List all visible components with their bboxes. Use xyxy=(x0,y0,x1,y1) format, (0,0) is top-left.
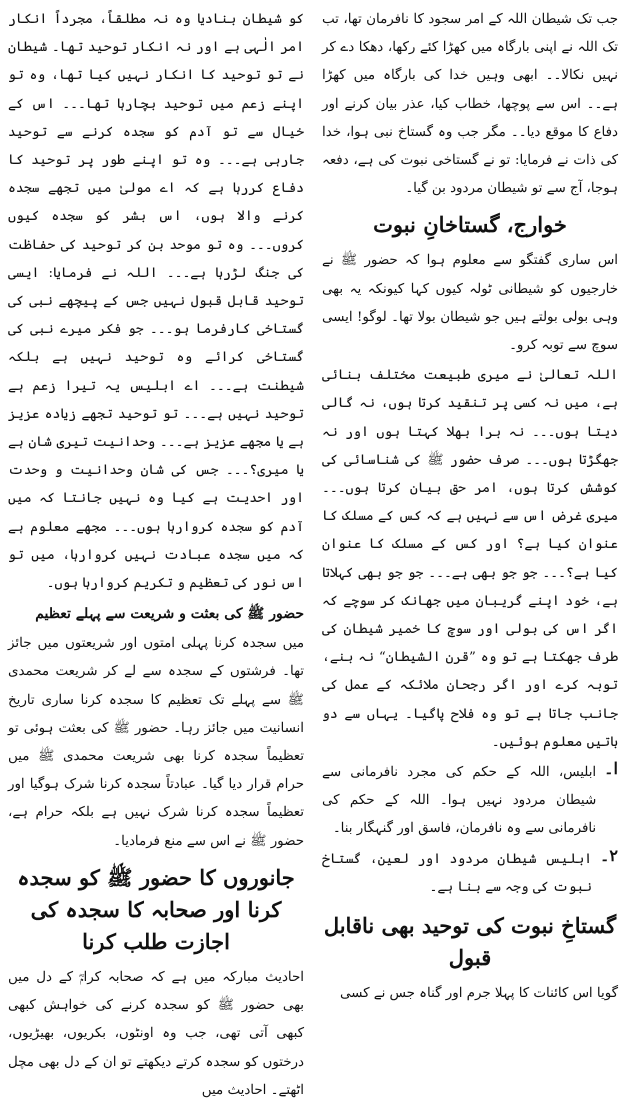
left-column xyxy=(8,6,304,1107)
list-number-1: ا۔ xyxy=(604,759,618,779)
heading-khawarij: خوارج، گستاخانِ نبوت xyxy=(373,212,567,238)
right-paragraph-1: جب تک شیطان اللہ کے امر سجود کا نافرمان تھا، تب تک اللہ نے اپنی بارگاہ میں کھڑا کئے رکھا، دھکا دے کر نہیں نکالا۔۔ ابھی وہیں خدا کی بارگاہ میں کھڑا ہے۔۔ اس سے پوچھا، خطاب کیا، عذر بیان کرنے اور دفاع کا موقع دیا۔۔ مگر جب وہ گستاخ نبی ہوا، خدا کی ذات نے فرمایا: تو نے گستاخی نبوت کی ہے، دفعہ ہوجا، آج سے تو شیطان مردود بن گیا۔ xyxy=(322,12,618,197)
heading-animals-sajda: جانوروں کا حضور ﷺ کو سجدہ کرنا اور صحابہ کا سجدہ کی اجازت طلب کرنا xyxy=(17,864,295,954)
right-paragraph-2: اس ساری گفتگو سے معلوم ہوا کہ حضور ﷺ نے خارجیوں کو شیطانی ٹولہ کیوں کہا کیونکہ یہ بھی وہی بولی بولتے ہیں جو شیطان بولا تھا۔ لوگو! ایسی سوچ سے توبہ کرو۔ xyxy=(322,253,618,354)
list-item-2 xyxy=(322,846,618,904)
list-item-1 xyxy=(322,759,618,846)
heading-tazeem-before-bisat: حضور ﷺ کی بعثت و شریعت سے پہلے تعظیم xyxy=(35,606,304,623)
right-paragraph-4: گویا اس کائنات کا پہلا جرم اور گناہ جس نے کسی xyxy=(339,986,618,1002)
right-paragraph-3: اللہ تعالیٰ نے میری طبیعت مختلف بنائی ہے، میں نہ کسی پر تنقید کرتا ہوں، نہ گالی دیتا ہوں۔۔۔ نہ برا بھلا کہتا ہوں اور نہ جھگڑتا ہوں۔۔۔ صرف حضور ﷺ کی شناسائی کی کوشش کرتا ہوں، امر حق بیان کرتا ہوں۔۔۔ میری غرض اس سے نہیں ہے کہ کس کے مسلک کا عنوان کیا ہے؟ اور کس کے مسلک کا عنوان کیا ہے؟۔۔۔ جو جو بھی ہے۔۔۔ جو جو بھی کہلاتا ہے، خود اپنے گریبان میں جھانک کر سوچے کہ اگر اس کی بولی اور سوچ کا خمیر شیطان کی طرف جھکتا ہے تو وہ ”قرن الشیطان“ نہ بنے، توبہ کرے اور اگر رجحان ملائکہ کے عمل کی جانب جاتا ہے تو وہ فلاح پاگیا۔ یہاں سے دو باتیں معلوم ہوئیں۔ xyxy=(322,368,618,750)
list-text-1: ابلیس، اللہ کے حکم کی مجرد نافرمانی سے شیطان مردود نہیں ہوا۔ اللہ کے حکم کی نافرمانی سے وہ نافرمان، فاسق اور گنہگار بنا۔ xyxy=(322,765,597,837)
left-paragraph-1: کو شیطان بنادیا وہ نہ مطلقاً، مجرداً انکار امر الٰہی ہے اور نہ انکار توحید تھا۔ شیطان نے تو توحید کا انکار نہیں کیا تھا، وہ تو اپنے زعم میں توحید بچارہا تھا۔۔۔ اس کے خیال سے تو آدم کو سجدہ کرنے سے توحید جارہی ہے۔۔۔ وہ تو اپنے طور پر توحید کا دفاع کررہا ہے کہ اے مولیٰ میں تجھے سجدہ کرنے والا ہوں، اس بشر کو سجدہ کیوں کروں۔۔۔ وہ تو موحد بن کر توحید کی حفاظت کی جنگ لڑرہا ہے۔۔۔ اللہ نے فرمایا: ایسی توحید قابل قبول نہیں جس کے پیچھے نبی کی گستاخی کارفرما ہو۔۔۔ جو فکر میرے نبی کی گستاخی کرائے وہ توحید نہیں ہے بلکہ شیطنت ہے۔۔۔ اے ابلیس یہ تیرا زعم ہے توحید نہیں ہے۔۔۔ تو توحید تجھے زیادہ عزیز ہے یا مجھے عزیز ہے۔۔۔ وحدانیت تیری شان ہے یا میری؟۔۔۔ جس کی شان وحدانیت و وحدت اور احدیت ہے کیا وہ نہیں جانتا کہ میں آدم کو سجدہ کروارہا ہوں۔۔۔ مجھے معلوم ہے کہ میں سجدہ عبادت نہیں کروارہا، میں تو اس نور کی تعظیم و تکریم کروارہا ہوں۔ xyxy=(8,12,304,592)
list-number-2: ۲۔ xyxy=(600,845,618,865)
left-paragraph-2: میں سجدہ کرنا پہلی امتوں اور شریعتوں میں جائز تھا۔ فرشتوں کے سجدہ سے لے کر شریعت محمدی ﷺ سے پہلے تک تعظیم کا سجدہ کرنا ساری تاریخ انسانیت میں جائز رہا۔ حضور ﷺ کی بعثت ہوئی تو تعظیماً سجدہ کرنا بھی شریعت محمدی ﷺ میں حرام قرار دیا گیا۔ عبادتاً سجدہ کرنا شرک ہوگیا اور تعظیماً سجدہ کرنا شرک نہیں ہے بلکہ حرام ہے، حضور ﷺ نے اس سے منع فرمادیا۔ xyxy=(8,636,304,849)
left-paragraph-3: احادیث مبارکہ میں ہے کہ صحابہ کرامؓ کے دل میں بھی حضور ﷺ کو سجدہ کرنے کی خواہش کبھی کبھی آتی تھی، جب وہ اونٹوں، بکریوں، بھیڑیوں، درختوں کو سجدہ کرتے دیکھتے تو ان کے دل بھی مچل اٹھتے۔ احادیث میں xyxy=(8,969,304,1098)
heading-gustakh-tauheed: گستاخِ نبوت کی توحید بھی ناقابل قبول xyxy=(323,913,617,971)
list-text-2: ابلیس شیطان مردود اور لعین، گستاخ نبوت کی وجہ سے بنا ہے۔ xyxy=(322,851,593,895)
right-column xyxy=(322,6,618,1010)
